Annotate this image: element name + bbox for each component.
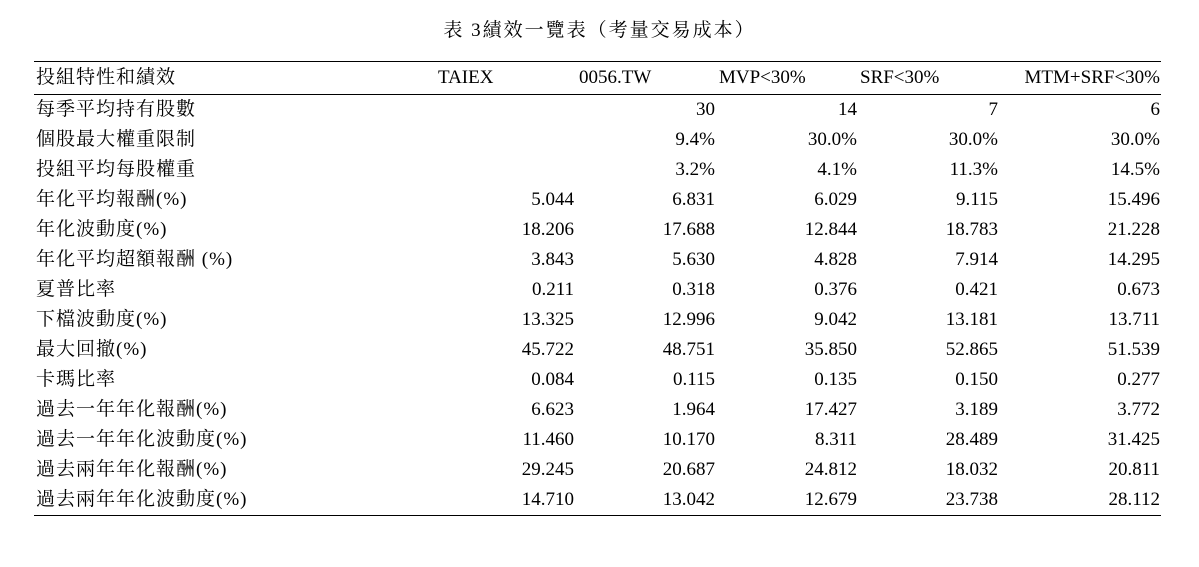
table-cell: 0.673	[1117, 279, 1160, 300]
table-cell: 28.489	[945, 429, 998, 450]
table-row	[34, 425, 1161, 455]
table-cell: 15.496	[1107, 189, 1160, 210]
header-mtm-srf: MTM+SRF<30%	[1024, 67, 1160, 88]
table-cell: 0.318	[672, 279, 715, 300]
row-label: 過去一年年化波動度(%)	[36, 429, 248, 450]
table-cell: 14.710	[521, 489, 574, 510]
table-cell: 51.539	[1107, 339, 1160, 360]
table-row	[34, 335, 1161, 365]
row-label: 卡瑪比率	[36, 369, 117, 390]
table-cell: 1.964	[672, 399, 715, 420]
table-cell: 9.042	[814, 309, 857, 330]
performance-table	[34, 61, 1161, 516]
header-mvp: MVP<30%	[719, 67, 806, 88]
row-label: 投組平均每股權重	[36, 159, 197, 180]
table-row	[34, 455, 1161, 485]
table-cell: 0.421	[955, 279, 998, 300]
table-cell: 0.211	[531, 279, 574, 300]
table-cell: 10.170	[662, 429, 715, 450]
table-cell: 0.084	[531, 369, 574, 390]
table-cell: 3.843	[531, 249, 574, 270]
table-cell: 3.772	[1117, 399, 1160, 420]
row-label: 過去兩年年化波動度(%)	[36, 489, 248, 510]
table-cell: 13.711	[1108, 309, 1160, 330]
header-label: 投組特性和績效	[36, 67, 177, 88]
table-cell: 6.831	[672, 189, 715, 210]
row-label: 下檔波動度(%)	[36, 309, 168, 330]
table-cell: 14.5%	[1110, 159, 1160, 180]
table-cell: 45.722	[521, 339, 574, 360]
table-cell: 48.751	[662, 339, 715, 360]
table-cell: 35.850	[804, 339, 857, 360]
table-cell: 5.044	[531, 189, 574, 210]
table-row	[34, 125, 1161, 155]
table-cell: 29.245	[521, 459, 574, 480]
table-cell: 3.2%	[675, 159, 715, 180]
table-cell: 12.996	[662, 309, 715, 330]
table-cell: 30	[696, 99, 715, 120]
row-label: 個股最大權重限制	[36, 129, 197, 150]
table-cell: 52.865	[945, 339, 998, 360]
table-cell: 30.0%	[1110, 129, 1160, 150]
table-cell: 23.738	[945, 489, 998, 510]
table-cell: 3.189	[955, 399, 998, 420]
table-cell: 0.376	[814, 279, 857, 300]
table-cell: 6	[1150, 99, 1160, 120]
table-cell: 0.115	[672, 369, 715, 390]
row-label: 最大回撤(%)	[36, 339, 148, 360]
table-row	[34, 215, 1161, 245]
table-row	[34, 365, 1161, 395]
table-row	[34, 305, 1161, 335]
table-cell: 13.181	[945, 309, 998, 330]
table-cell: 18.783	[945, 219, 998, 240]
table-row	[34, 95, 1161, 125]
table-cell: 13.325	[521, 309, 574, 330]
table-cell: 7.914	[955, 249, 998, 270]
header-taiex: TAIEX	[438, 67, 494, 88]
table-cell: 21.228	[1107, 219, 1160, 240]
table-row	[34, 395, 1161, 425]
table-cell: 9.115	[955, 189, 998, 210]
bottom-rule	[34, 515, 1161, 516]
table-title: 表 3績效一覽表（考量交易成本）	[443, 20, 756, 41]
table-cell: 20.811	[1108, 459, 1160, 480]
table-cell: 4.1%	[817, 159, 857, 180]
table-row	[34, 245, 1161, 275]
row-label: 過去一年年化報酬(%)	[36, 399, 228, 420]
table-cell: 18.032	[945, 459, 998, 480]
table-body	[34, 95, 1161, 515]
table-cell: 7	[988, 99, 998, 120]
table-cell: 17.688	[662, 219, 715, 240]
table-cell: 12.679	[804, 489, 857, 510]
table-cell: 9.4%	[675, 129, 715, 150]
table-cell: 18.206	[521, 219, 574, 240]
table-cell: 14	[838, 99, 857, 120]
table-cell: 8.311	[814, 429, 857, 450]
row-label: 夏普比率	[36, 279, 117, 300]
table-row	[34, 185, 1161, 215]
table-cell: 6.623	[531, 399, 574, 420]
table-cell: 11.3%	[949, 159, 998, 180]
table-cell: 12.844	[804, 219, 857, 240]
table-cell: 20.687	[662, 459, 715, 480]
table-cell: 4.828	[814, 249, 857, 270]
table-row	[34, 275, 1161, 305]
table-cell: 5.630	[672, 249, 715, 270]
row-label: 年化平均報酬(%)	[36, 189, 188, 210]
header-row	[34, 62, 1161, 94]
row-label: 年化波動度(%)	[36, 219, 168, 240]
table-cell: 0.150	[955, 369, 998, 390]
table-cell: 28.112	[1108, 489, 1160, 510]
header-srf: SRF<30%	[860, 67, 940, 88]
table-cell: 6.029	[814, 189, 857, 210]
row-label: 年化平均超額報酬 (%)	[36, 249, 234, 270]
row-label: 過去兩年年化報酬(%)	[36, 459, 228, 480]
table-cell: 0.135	[814, 369, 857, 390]
header-0056: 0056.TW	[579, 67, 652, 88]
table-cell: 30.0%	[948, 129, 998, 150]
table-cell: 31.425	[1107, 429, 1160, 450]
table-cell: 24.812	[804, 459, 857, 480]
table-cell: 13.042	[662, 489, 715, 510]
table-cell: 30.0%	[807, 129, 857, 150]
table-cell: 17.427	[804, 399, 857, 420]
row-label: 每季平均持有股數	[36, 99, 197, 120]
table-cell: 0.277	[1117, 369, 1160, 390]
table-row	[34, 485, 1161, 515]
table-row	[34, 155, 1161, 185]
table-cell: 14.295	[1107, 249, 1160, 270]
table-cell: 11.460	[522, 429, 574, 450]
